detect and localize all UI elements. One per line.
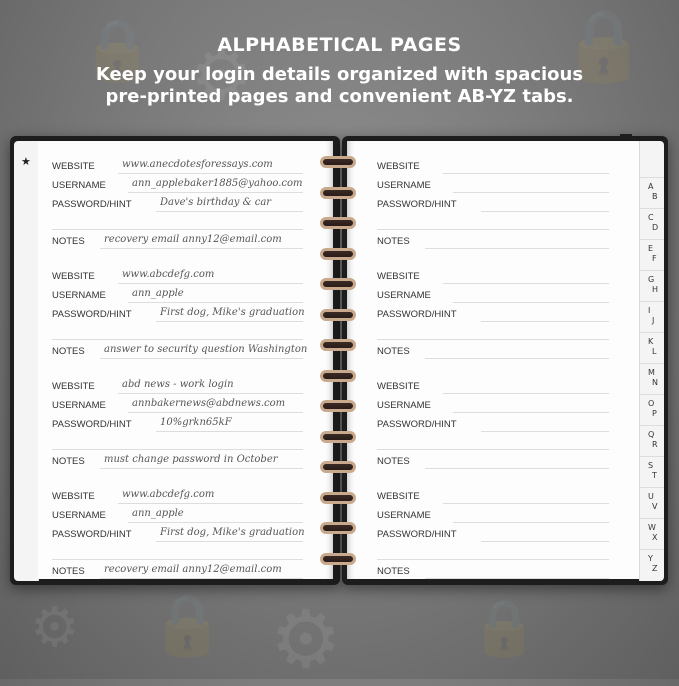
spiral-ring <box>320 400 356 412</box>
tab-kl[interactable] <box>640 332 664 364</box>
lock-icon: 🔒 <box>80 15 155 85</box>
spiral-ring <box>320 278 356 290</box>
tab-letter: U <box>648 492 654 501</box>
spiral-ring <box>320 553 356 565</box>
username-field[interactable] <box>457 508 607 520</box>
spiral-ring <box>320 217 356 229</box>
blank-line <box>52 449 303 450</box>
password-line <box>481 321 609 322</box>
tab-letter: Q <box>648 430 655 439</box>
tab-op[interactable] <box>640 394 664 426</box>
username-field[interactable] <box>457 398 607 410</box>
website-field[interactable] <box>447 269 607 281</box>
lock-icon: 🔒 <box>560 4 648 86</box>
tab-ab[interactable] <box>640 177 664 209</box>
notes-line <box>100 358 303 359</box>
spiral-ring <box>320 309 356 321</box>
tab-letter: M <box>648 368 655 377</box>
star-icon: ★ <box>21 155 31 168</box>
lock-icon: 🔒 <box>150 590 225 660</box>
tab-wx[interactable] <box>640 518 664 550</box>
username-value[interactable]: ann_apple <box>132 508 184 519</box>
username-label: USERNAME <box>52 400 106 411</box>
tab-letter: R <box>652 440 658 449</box>
website-label: WEBSITE <box>52 271 95 282</box>
notes-line <box>425 578 609 579</box>
website-label: WEBSITE <box>52 161 95 172</box>
password-label: PASSWORD/HINT <box>377 199 457 210</box>
website-label: WEBSITE <box>52 491 95 502</box>
tab-letter: H <box>652 285 659 294</box>
alphabet-tabs <box>639 141 664 581</box>
password-label: PASSWORD/HINT <box>377 529 457 540</box>
tab-uv[interactable] <box>640 487 664 519</box>
password-label: PASSWORD/HINT <box>52 529 132 540</box>
notes-label: NOTES <box>377 566 410 577</box>
website-field[interactable] <box>447 489 607 501</box>
lock-icon: 🔒 <box>470 595 539 659</box>
notes-line <box>100 248 303 249</box>
header <box>0 34 679 116</box>
notes-line <box>100 578 303 579</box>
tab-gh[interactable] <box>640 270 664 302</box>
notes-line <box>425 248 609 249</box>
website-line <box>443 393 609 394</box>
notes-line <box>100 468 303 469</box>
blank-line <box>377 229 609 230</box>
spiral-ring <box>320 461 356 473</box>
notes-field[interactable] <box>429 454 607 466</box>
spiral-ring <box>320 187 356 199</box>
password-value[interactable]: 10%grkn65kF <box>160 417 232 428</box>
password-field[interactable] <box>485 307 607 319</box>
username-field[interactable] <box>457 288 607 300</box>
username-line <box>453 302 609 303</box>
tab-letter: B <box>652 192 658 201</box>
website-line <box>118 283 303 284</box>
password-label: PASSWORD/HINT <box>377 309 457 320</box>
tab-letter: G <box>648 275 655 284</box>
notes-label: NOTES <box>52 566 85 577</box>
blank-line <box>377 559 609 560</box>
password-line <box>156 211 303 212</box>
password-line <box>481 541 609 542</box>
tab-letter: W <box>648 523 656 532</box>
tab-letter: K <box>648 337 654 346</box>
blank-line <box>377 449 609 450</box>
notes-value[interactable]: answer to security question Washington <box>104 344 308 355</box>
spiral-ring <box>320 522 356 534</box>
tab-yz[interactable] <box>640 549 664 581</box>
blank-line <box>52 559 303 560</box>
website-field[interactable] <box>447 379 607 391</box>
spiral-ring <box>320 370 356 382</box>
username-line <box>453 412 609 413</box>
spiral-ring <box>320 492 356 504</box>
username-line <box>128 192 303 193</box>
website-label: WEBSITE <box>377 491 420 502</box>
tab-letter: E <box>648 244 654 253</box>
password-field[interactable] <box>485 197 607 209</box>
gear-icon: ⚙ <box>30 595 80 659</box>
password-label: PASSWORD/HINT <box>52 309 132 320</box>
password-value[interactable]: Dave's birthday & car <box>160 197 272 208</box>
username-label: USERNAME <box>377 400 431 411</box>
password-line <box>156 541 303 542</box>
username-line <box>128 412 303 413</box>
website-line <box>118 503 303 504</box>
tab-st[interactable] <box>640 456 664 488</box>
gear-icon: ⚙ <box>190 34 253 116</box>
website-line <box>118 173 303 174</box>
tab-letter: L <box>652 347 657 356</box>
tab-letter: J <box>652 316 655 325</box>
notes-line <box>425 468 609 469</box>
subtitle-line-2: pre-printed pages and convenient AB-YZ tabs. <box>105 86 574 107</box>
username-label: USERNAME <box>377 510 431 521</box>
username-label: USERNAME <box>52 290 106 301</box>
tab-letter: C <box>648 213 654 222</box>
favorites-tab[interactable] <box>14 141 39 581</box>
blank-line <box>52 229 303 230</box>
password-label: PASSWORD/HINT <box>52 419 132 430</box>
spiral-ring <box>320 339 356 351</box>
username-label: USERNAME <box>52 180 106 191</box>
page-title: ALPHABETICAL PAGES <box>217 34 462 56</box>
tab-letter: S <box>648 461 654 470</box>
username-line <box>453 192 609 193</box>
tab-letter: A <box>648 182 654 191</box>
password-line <box>481 211 609 212</box>
website-line <box>443 283 609 284</box>
password-label: PASSWORD/HINT <box>52 199 132 210</box>
tab-letter: D <box>652 223 659 232</box>
username-label: USERNAME <box>377 290 431 301</box>
tab-letter: T <box>652 471 657 480</box>
notes-label: NOTES <box>377 236 410 247</box>
tab-ef[interactable] <box>640 239 664 271</box>
password-line <box>156 431 303 432</box>
username-value[interactable]: ann_applebaker1885@yahoo.com <box>132 178 303 189</box>
username-line <box>453 522 609 523</box>
website-line <box>118 393 303 394</box>
notes-label: NOTES <box>52 456 85 467</box>
password-value[interactable]: First dog, Mike's graduation <box>160 307 305 318</box>
gear-icon: ⚙ <box>270 593 342 686</box>
username-label: USERNAME <box>52 510 106 521</box>
notes-field[interactable] <box>429 234 607 246</box>
tab-letter: F <box>652 254 657 263</box>
notes-label: NOTES <box>377 456 410 467</box>
website-value[interactable]: www.abcdefg.com <box>122 269 215 280</box>
website-line <box>443 173 609 174</box>
notes-label: NOTES <box>52 236 85 247</box>
website-value[interactable]: abd news - work login <box>122 379 234 390</box>
password-label: PASSWORD/HINT <box>377 419 457 430</box>
tab-qr[interactable] <box>640 425 664 457</box>
tab-letter: N <box>652 378 658 387</box>
notes-label: NOTES <box>377 346 410 357</box>
spiral-ring <box>320 431 356 443</box>
username-field[interactable] <box>457 178 607 190</box>
password-field[interactable] <box>485 527 607 539</box>
subtitle-line-1: Keep your login details organized with spacious <box>95 64 584 85</box>
tab-letter: Y <box>648 554 653 563</box>
password-line <box>481 431 609 432</box>
password-value[interactable]: First dog, Mike's graduation <box>160 527 305 538</box>
page-subtitle <box>0 64 679 108</box>
notes-field[interactable] <box>429 564 607 576</box>
notes-label: NOTES <box>52 346 85 357</box>
username-value[interactable]: annbakernews@abdnews.com <box>132 398 286 409</box>
tab-letter: O <box>648 399 655 408</box>
username-line <box>128 302 303 303</box>
notes-value[interactable]: recovery email anny12@email.com <box>104 564 282 575</box>
notes-line <box>425 358 609 359</box>
website-value[interactable]: www.abcdefg.com <box>122 489 215 500</box>
website-field[interactable] <box>447 159 607 171</box>
notes-value[interactable]: must change password in October <box>104 454 278 465</box>
username-line <box>128 522 303 523</box>
website-value[interactable]: www.anecdotesforessays.com <box>122 159 273 170</box>
username-value[interactable]: ann_apple <box>132 288 184 299</box>
username-label: USERNAME <box>377 180 431 191</box>
tab-cd[interactable] <box>640 208 664 240</box>
notes-value[interactable]: recovery email anny12@email.com <box>104 234 282 245</box>
notes-field[interactable] <box>429 344 607 356</box>
blank-line <box>52 339 303 340</box>
website-line <box>443 503 609 504</box>
website-label: WEBSITE <box>52 381 95 392</box>
website-label: WEBSITE <box>377 381 420 392</box>
tab-letter: X <box>652 533 658 542</box>
tab-letter: I <box>648 306 651 315</box>
tab-letter: V <box>652 502 658 511</box>
blank-line <box>377 339 609 340</box>
left-page <box>38 141 333 579</box>
spiral-ring <box>320 156 356 168</box>
tab-letter: P <box>652 409 657 418</box>
password-line <box>156 321 303 322</box>
right-page <box>347 141 639 579</box>
tab-mn[interactable] <box>640 363 664 395</box>
tab-ij[interactable] <box>640 301 664 333</box>
website-label: WEBSITE <box>377 161 420 172</box>
elastic-band <box>620 134 632 138</box>
spiral-ring <box>320 248 356 260</box>
website-label: WEBSITE <box>377 271 420 282</box>
tab-letter: Z <box>652 564 658 573</box>
password-field[interactable] <box>485 417 607 429</box>
